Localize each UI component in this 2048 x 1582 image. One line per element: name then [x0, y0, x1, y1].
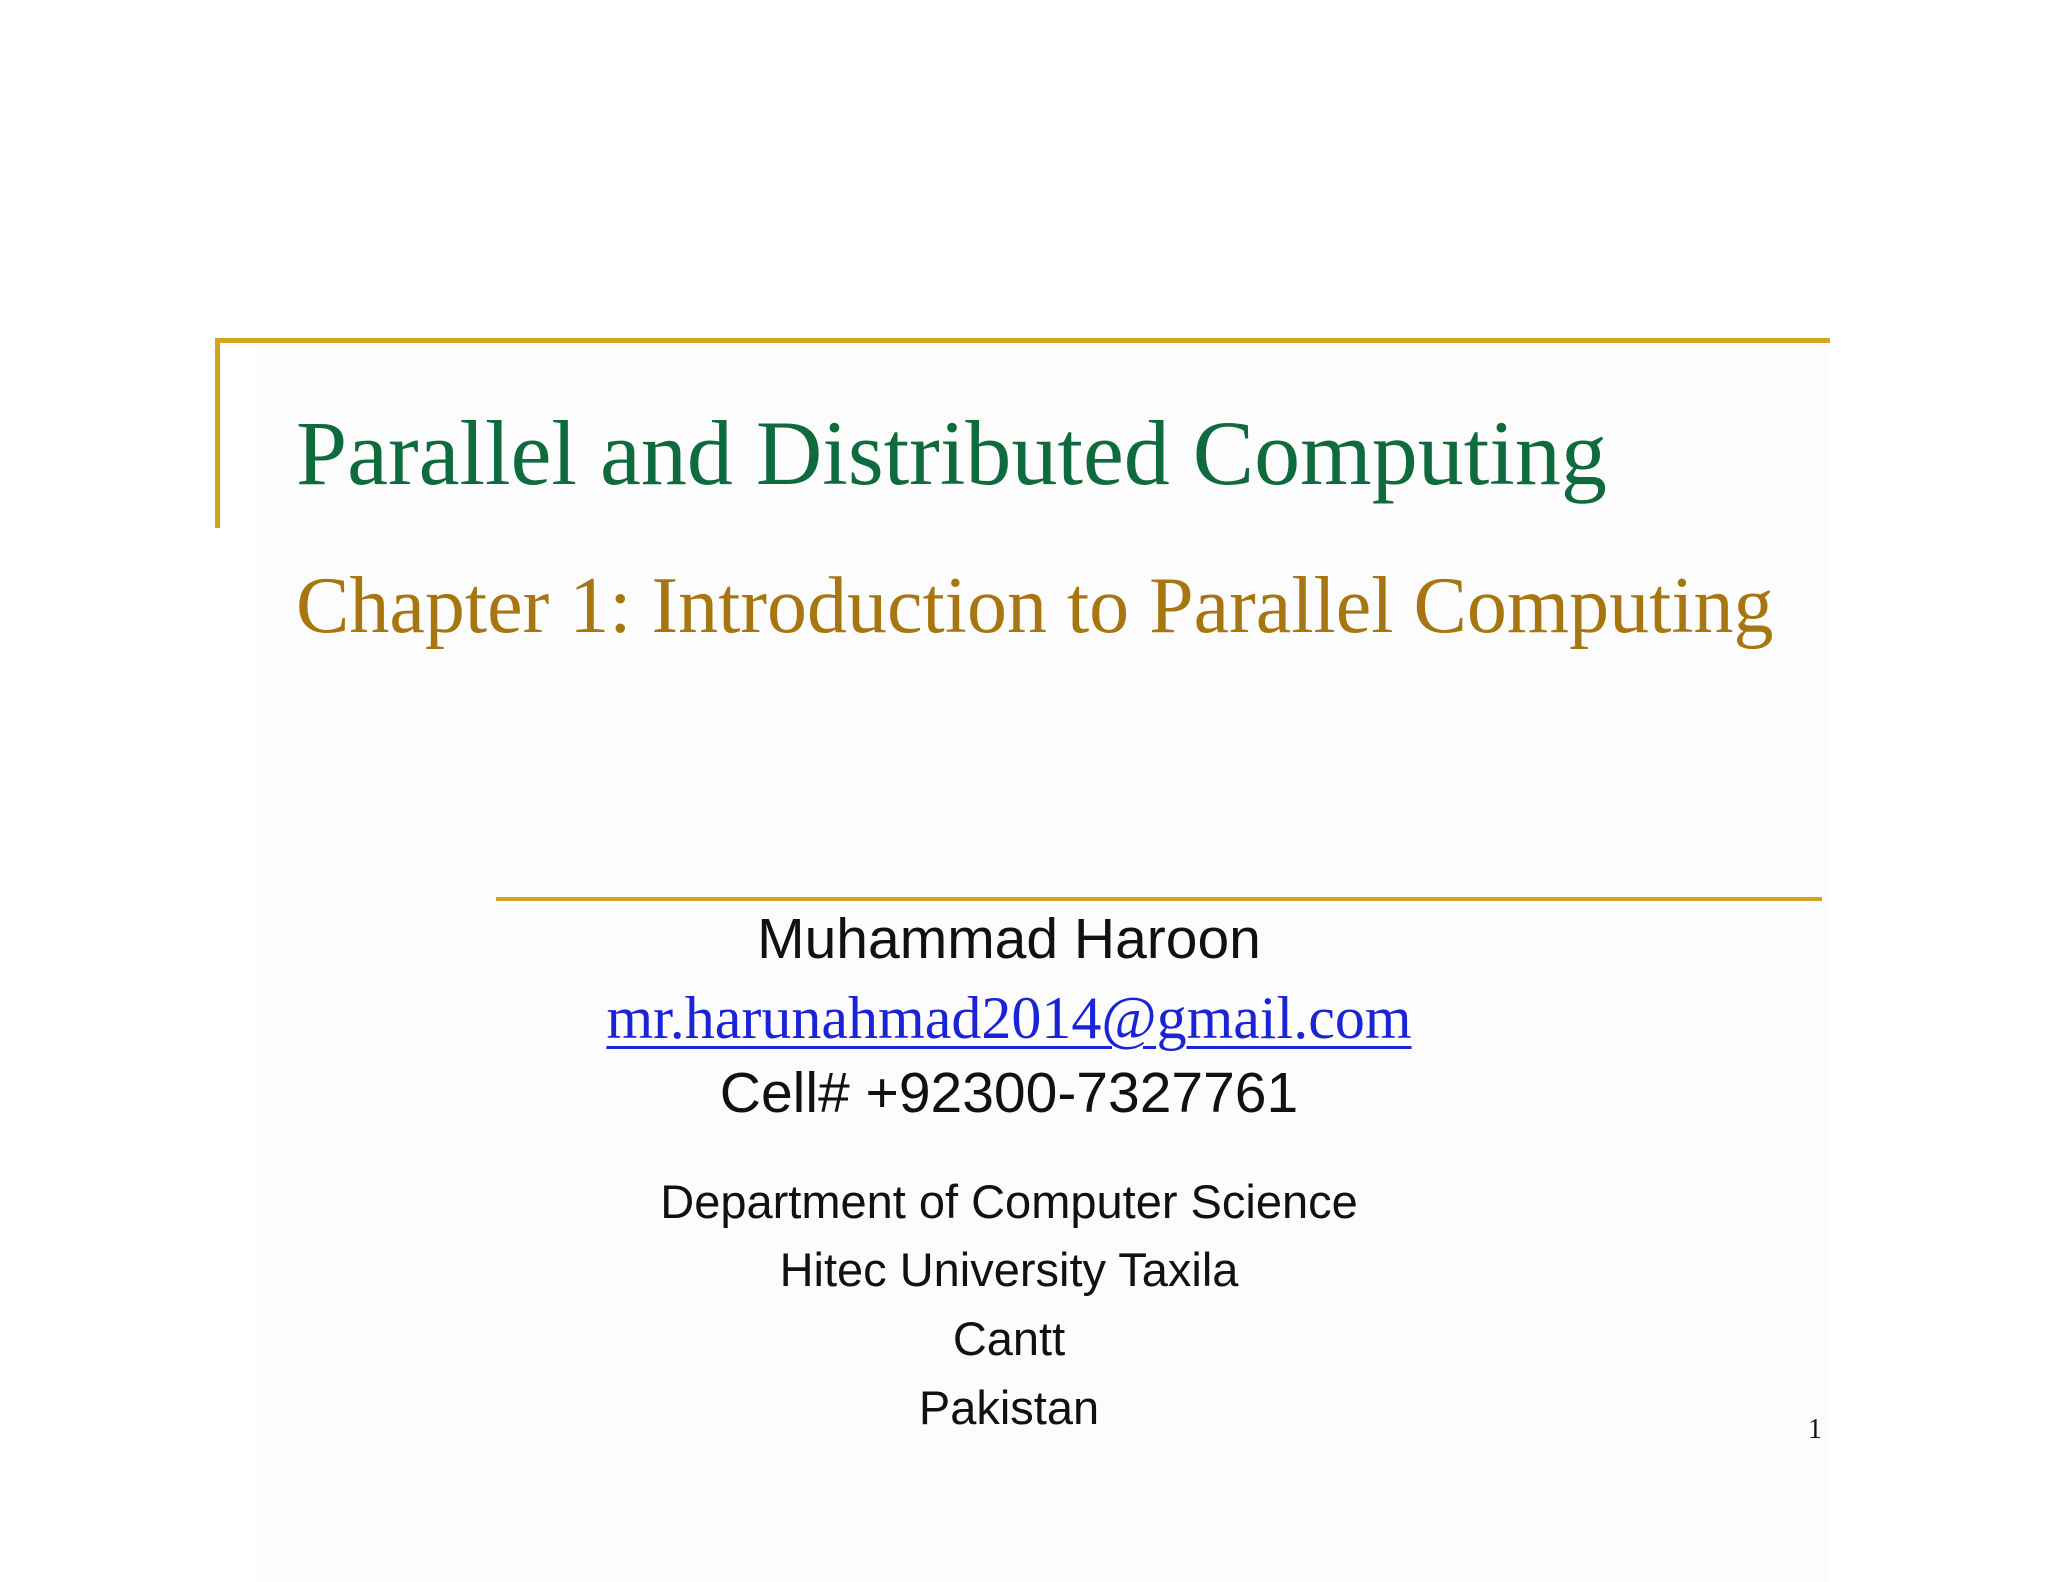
affiliation-country: Pakistan	[918, 1381, 1100, 1434]
author-separator-rule	[496, 897, 1822, 901]
author-email-link[interactable]: mr.harunahmad2014@gmail.com	[606, 985, 1412, 1051]
page-number: 1	[1808, 1414, 1822, 1445]
affiliation-university: Hitec University Taxila	[779, 1243, 1239, 1296]
slide-subtitle: Chapter 1: Introduction to Parallel Computing	[296, 562, 1774, 650]
author-cell-number: Cell# +92300-7327761	[719, 1061, 1299, 1125]
author-name: Muhammad Haroon	[757, 907, 1261, 971]
title-top-rule	[215, 338, 1830, 343]
title-left-rule	[215, 338, 220, 528]
affiliation-place: Cantt	[952, 1312, 1066, 1365]
slide-title: Parallel and Distributed Computing	[296, 402, 1607, 504]
affiliation-department: Department of Computer Science	[660, 1175, 1358, 1228]
